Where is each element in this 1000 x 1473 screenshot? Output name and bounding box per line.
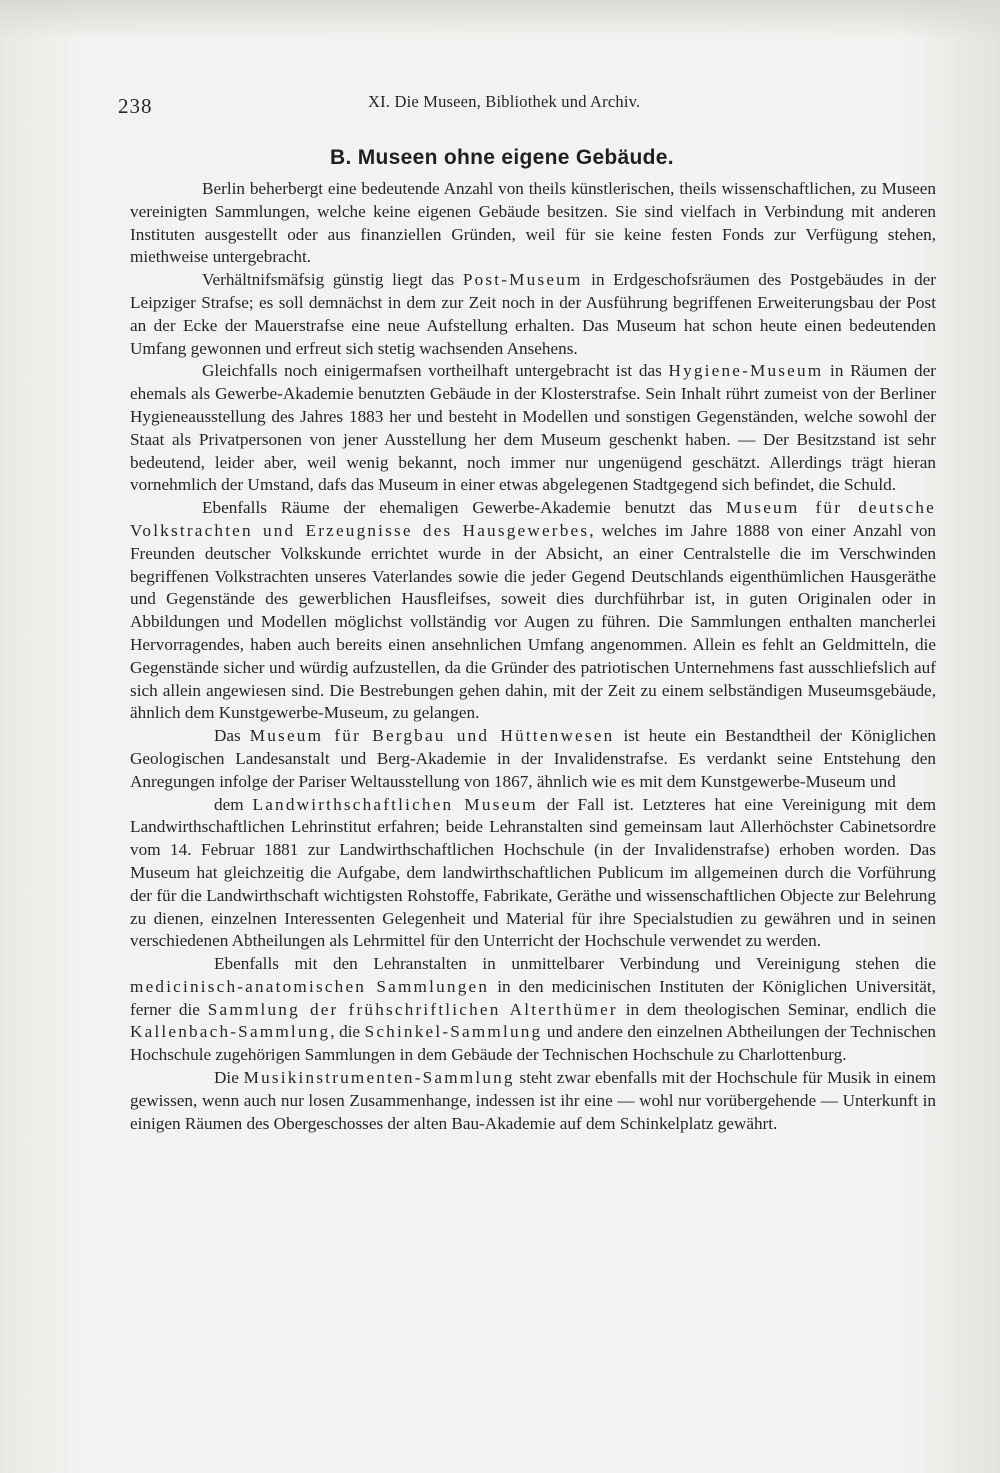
text-run: in dem theologischen Seminar, endlich die (617, 999, 936, 1019)
collection-name-schinkel: Schinkel-Sammlung (364, 1022, 543, 1042)
paragraph-landwirthschaft-museum (130, 794, 936, 954)
paragraph-hygiene-museum (130, 360, 936, 497)
collection-name-kallenbach: Kallenbach-Sammlung (130, 1022, 331, 1042)
museum-name-bergbau: Museum für Bergbau und Hüttenwesen (249, 726, 615, 746)
text-run: , welches im Jahre 1888 von einer Anzahl von Freunden deutscher Volkskunde errichtet wurde in der Absicht, an einer Centralstelle die im Verschwinden begriffenen Volkstrachten unseres Vaterlandes sowie die jeder Gegend Deutschlands eigenthümlichen Hausgeräthe und Gegenstände des gewerblichen Hausfleifses, soweit dies durchführbar ist, in guten Originalen oder in Abbildungen und Modellen möglichst vollständig vor Augen zu führen. Die Sammlungen enthalten mancherlei Hervorragendes, haben auch bereits einen ansehnlichen Umfang angenommen. Allein es fehlt an Geldmitteln, die Gegenstände sicher und würdig aufzustellen, da die Gründer des patriotischen Unternehmens fast ausschliefslich auf sich allein angewiesen sind. Die Bestrebungen gehen dahin, mit der Zeit zu einem selbständigen Museumsgebäude, ähnlich dem Kunstgewerbe-Museum, zu gelangen. (130, 520, 937, 723)
text-run: in Erdgeschofsräumen des Postgebäudes in der Leipziger Strafse; es soll demnächst in dem zur Zeit noch in der Ausführung begriffenen Erweiterungsbau der Post an der Ecke der Mauerstrafse eine neue Aufstellung erhalten. Das Museum hat schon heute einen bedeutenden Umfang gewonnen und erfreut sich stetig wachsenden Ansehens. (130, 270, 937, 358)
paragraph-volkstrachten-museum (130, 497, 936, 725)
text-run: Verhältnifsmäfsig günstig liegt das (202, 270, 463, 290)
text-run: Berlin beherbergt eine bedeutende Anzahl von theils künstlerischen, theils wissenschaftlichen, zu Museen vereinigten Sammlungen, welche keine eigenen Gebäude besitzen. Sie sind vielfach in Verbindung mit anderen Instituten ausgestellt oder aus finanziellen Gründen, weil für sie keine festen Fonds zur Verfügung stehen, miethweise untergebracht. (130, 179, 936, 267)
text-run: Das (214, 726, 250, 746)
text-run: in den medicinischen Instituten der Königlichen Universität, ferner die (130, 976, 936, 1019)
text-run: , die (330, 1022, 365, 1042)
page-number: 238 (118, 94, 153, 118)
section-title: B. Museen ohne eigene Gebäude. (330, 146, 674, 169)
text-run: steht zwar ebenfalls mit der Hochschule für Musik in einem gewissen, wenn auch nur losen Zusammenhange, indessen ist ihr eine — wohl nur vorübergehende — Unterkunft in einigen Räumen des Obergeschosses der alten Bau-Akademie auf dem Schinkelplatz gewährt. (130, 1068, 936, 1133)
text-run: in Räumen der ehemals als Gewerbe-Akademie benutzten Gebäude in der Klosterstrafse. Sein Inhalt rührt zumeist von der Berliner Hygieneausstellung des Jahres 1883 her und besteht in Modellen und sonstigen Gegenständen, welche sowohl der Staat als Privatpersonen von jener Ausstellung her dem Museum geschenkt haben. — Der Besitzstand ist sehr bedeutend, leider aber, weil wenig bekannt, noch immer nur ungenügend geschätzt. Allerdings trägt hieran vornehmlich der Umstand, dafs das Museum in einer etwas abgelegenen Stadtgegend sich befindet, die Schuld. (130, 361, 937, 495)
museum-name-post-museum: Post-Museum (462, 270, 583, 290)
paragraph-lehranstalten-sammlungen (130, 953, 936, 1067)
paragraph-bergbau-museum (130, 725, 936, 793)
text-run: Ebenfalls Räume der ehemaligen Gewerbe-Akademie benutzt das (202, 498, 727, 518)
text-run: ist heute ein Bestandtheil der Königlichen Geologischen Landesanstalt und Berg-Akademie in der Invalidenstrafse. Es verdankt seine Entstehung den Anregungen infolge der Pariser Weltausstellung von 1867, ähnlich wie es mit dem Kunstgewerbe-Museum und (130, 726, 936, 791)
paragraph-intro (130, 178, 936, 269)
collection-name-medicinisch: medicinisch-anatomischen Sammlungen (130, 976, 490, 996)
museum-name-landwirthschaft: Landwirthschaftlichen Museum (252, 794, 538, 814)
text-run: und andere den einzelnen Abtheilungen der Technischen Hochschule zugehörigen Sammlungen in dem Gebäude der Technischen Hochschule zu Charlottenburg. (130, 1022, 937, 1065)
chapter-title: XI. Die Museen, Bibliothek und Archiv. (368, 92, 641, 111)
text-run: der Fall ist. Letzteres hat eine Vereinigung mit dem Landwirthschaftlichen Lehrinstitut erfahren; beide Lehranstalten sind gemeinsam laut Allerhöchster Cabinetsordre vom 14. Februar 1881 zur Landwirthschaftlichen Hochschule (in der Invalidenstrafse) erhoben worden. Das Museum hat gleichzeitig die Aufgabe, dem landwirthschaftlichen Publicum im allgemeinen durch die Vorführung der für die Landwirthschaft wichtigsten Rohstoffe, Fabrikate, Geräthe und wissenschaftlichen Objecte zur Belehrung zu dienen, einzelnen Interessenten Gelegenheit und Material für ihre Specialstudien zu gewähren und in seinen verschiedenen Abtheilungen als Lehrmittel für den Unterricht der Hochschule verwendet zu werden. (130, 794, 936, 951)
museum-name-hygiene-museum: Hygiene-Museum (668, 361, 824, 381)
running-head (118, 92, 938, 120)
text-run: dem (214, 794, 253, 814)
paragraph-musikinstrumente (130, 1067, 936, 1135)
text-run: Die (214, 1068, 244, 1088)
text-run: Gleichfalls noch einigermafsen vortheilhaft untergebracht ist das (202, 361, 669, 381)
collection-name-alterthuemer: Sammlung der frühschriftlichen Alterthümer (207, 999, 618, 1019)
body-text (130, 178, 936, 1135)
paragraph-post-museum (130, 269, 936, 360)
text-run: Ebenfalls mit den Lehranstalten in unmittelbarer Verbindung und Vereinigung stehen die (214, 954, 936, 974)
collection-name-musikinstrumente: Musikinstrumenten-Sammlung (243, 1068, 515, 1088)
museum-name-volkstrachten: Museum für deutsche Volkstrachten und Erzeugnisse des Hausgewerbes (130, 498, 936, 540)
